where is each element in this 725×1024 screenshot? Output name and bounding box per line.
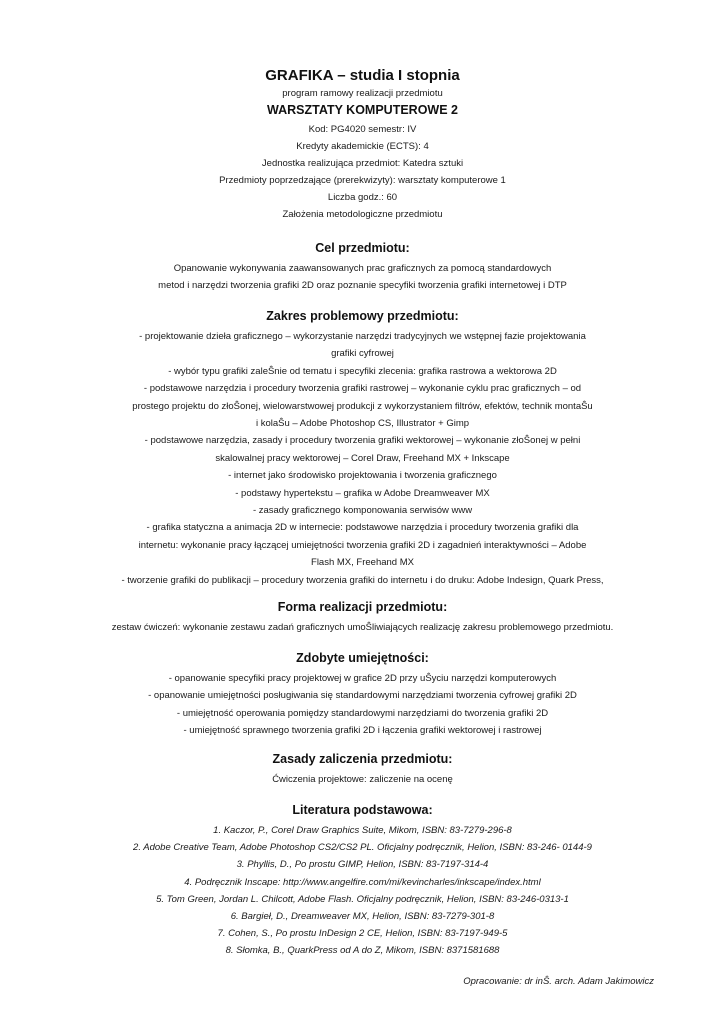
section-line: - wybór typu grafiki zaleŜnie od tematu i specyfiki zlecenia: grafika rastrowa a wektorowa 2D [168,365,557,377]
section-form [20,599,705,636]
course-methodology: Założenia metodologiczne przedmiotu [282,209,443,220]
section-line: metod i narzędzi tworzenia grafiki 2D oraz poznanie specyfiki tworzenia grafiki internetowej i DTP [158,280,567,292]
course-ects: Kredyty akademickie (ECTS): 4 [296,141,429,152]
section-heading: Literatura podstawowa: [292,803,433,817]
section-line: Ćwiczenia projektowe: zaliczenie na ocenę [272,774,453,785]
section-line: - podstawowe narzędzia, zasady i procedury tworzenia grafiki wektorowej – wykonanie złoŜonej w pełni [144,435,581,447]
section-skills [20,650,705,740]
section-line: - opanowanie umiejętności posługiwania się standardowymi narzędziami tworzenia cyfrowej grafiki 2D [148,690,577,702]
section-line: zestaw ćwiczeń: wykonanie zestawu zadań graficznych umoŜliwiających realizację zakresu problemowego przedmiotu. [111,622,614,633]
section-line: - grafika statyczna a animacja 2D w internecie: podstawowe narzędzia i procedury tworzenia grafiki dla [146,522,579,534]
section-line: - opanowanie specyfiki pracy projektowej w grafice 2D przy uŜyciu narzędzi komputerowych [168,673,557,684]
course-hours: Liczba godz.: 60 [327,192,398,203]
section-line: - podstawy hypertekstu – grafika w Adobe Dreamweaver MX [235,487,490,499]
section-heading: Zdobyte umiejętności: [296,651,429,665]
literature-item: 5. Tom Green, Jordan L. Chilcott, Adobe Flash. Oficjalny podręcznik, Helion, ISBN: 83-246-0313-1 [156,893,569,905]
course-unit: Jednostka realizująca przedmiot: Katedra sztuki [261,158,464,169]
section-heading: Zakres problemowy przedmiotu: [266,309,459,323]
literature-item: 4. Podręcznik Inscape: http://www.angelfire.com/mi/kevincharles/inkscape/index.html [184,876,541,888]
section-heading: Zasady zaliczenia przedmiotu: [272,752,453,766]
literature-item: 3. Phyllis, D., Po prostu GIMP, Helion, ISBN: 83-7197-314-4 [236,859,489,871]
course-prerequisites: Przedmioty poprzedzające (prerekwizyty): warsztaty komputerowe 1 [219,175,506,186]
literature-item: 7. Cohen, S., Po prostu InDesign 2 CE, Helion, ISBN: 83-7197-949-5 [217,928,508,940]
document-header [20,66,705,223]
section-line: - umiejętność operowania pomiędzy standardowymi narzędziami do tworzenia grafiki 2D [176,707,549,719]
section-line: - zasady graficznego komponowania serwisów www [252,505,473,517]
document-title: GRAFIKA – studia I stopnia [265,67,460,84]
section-line: internetu: wykonanie pracy łączącej umiejętności tworzenia grafiki 2D i zagadnień interaktywności – Adobe [138,539,587,551]
section-line: prostego projektu do złoŜonej, wielowarstwowej produkcji z wykorzystaniem filtrów, efektów, technik montaŜu [132,400,593,412]
section-heading: Cel przedmiotu: [315,241,410,255]
section-grading [20,751,705,788]
section-heading: Forma realizacji przedmiotu: [277,600,448,614]
section-scope [20,308,705,589]
program-subtitle: program ramowy realizacji przedmiotu [282,88,443,99]
section-line: skalowalnej pracy wektorowej – Corel Draw, Freehand MX + Inkscape [215,452,510,464]
section-line: Flash MX, Freehand MX [311,557,414,569]
section-line: - projektowanie dzieła graficznego – wykorzystanie narzędzi tradycyjnych we wstępnej fazie projektowania [139,331,586,342]
section-line: Opanowanie wykonywania zaawansowanych prac graficznych za pomocą standardowych [173,263,552,274]
literature-item: 6. Bargieł, D., Dreamweaver MX, Helion, ISBN: 83-7279-301-8 [230,911,495,923]
section-line: - umiejętność sprawnego tworzenia grafiki 2D i łączenia grafiki wektorowej i rastrowej [183,725,542,737]
literature-item: 2. Adobe Creative Team, Adobe Photoshop CS2/CS2 PL. Oficjalny podręcznik, Helion, ISBN: 83-246- 0144-9 [133,842,592,854]
course-title: WARSZTATY KOMPUTEROWE 2 [267,103,458,117]
literature-item: 8. Słomka, B., QuarkPress od A do Z, Mikom, ISBN: 8371581688 [225,945,500,957]
section-literature [20,802,705,960]
literature-item: 1. Kaczor, P., Corel Draw Graphics Suite, Mikom, ISBN: 83-7279-296-8 [213,825,512,836]
section-line: - podstawowe narzędzia i procedury tworzenia grafiki rastrowej – wykonanie cyklu prac graficznych – od [143,383,582,395]
author-credit: Opracowanie: dr inŜ. arch. Adam Jakimowicz [463,976,654,987]
course-code: Kod: PG4020 semestr: IV [308,124,417,135]
section-line: i kolaŜu – Adobe Photoshop CS, Illustrator + Gimp [255,418,470,430]
section-line: - internet jako środowisko projektowania i tworzenia graficznego [228,470,497,482]
section-line: grafiki cyfrowej [331,348,394,360]
section-line: - tworzenie grafiki do publikacji – procedury tworzenia grafiki do internetu i do druku: Adobe Indesign, Quark Press, [121,574,604,586]
section-goal [20,240,705,295]
